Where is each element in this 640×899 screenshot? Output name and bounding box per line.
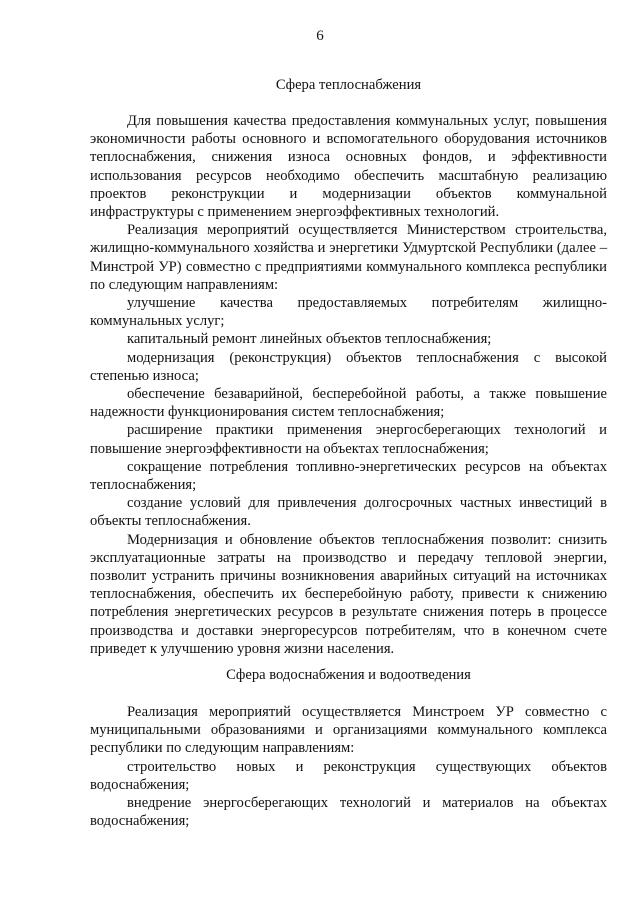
list-item: модернизация (реконструкция) объектов теплоснабжения с высокой степенью износа; [90, 349, 607, 384]
section-body-heat-supply [90, 112, 607, 658]
paragraph: Модернизация и обновление объектов теплоснабжения позволит: снизить эксплуатационные затраты на производство и передачу тепловой энергии, позволит устранить причины возникновения аварийных ситуаций на источниках теплоснабжения, обеспечить их бесперебойную работу, привести к снижению потребления энергетических ресурсов в результате снижения потерь в процессе производства и доставки энергоресурсов потребителям, что в конечном счете приведет к улучшению уровня жизни населения. [90, 531, 607, 657]
list-item: внедрение энергосберегающих технологий и материалов на объектах водоснабжения; [90, 795, 607, 830]
list-item: улучшение качества предоставляемых потребителям жилищно-коммунальных услуг; [90, 295, 607, 330]
section-heading-heat-supply: Сфера теплоснабжения [275, 77, 422, 93]
page-number: 6 [316, 28, 324, 44]
section-heading-water-supply: Сфера водоснабжения и водоотведения [226, 667, 471, 683]
list-item: расширение практики применения энергосберегающих технологий и повышение энергоэффективности на объектах теплоснабжения; [90, 422, 607, 457]
list-item: строительство новых и реконструкция существующих объектов водоснабжения; [90, 758, 607, 793]
list-item: сокращение потребления топливно-энергетических ресурсов на объектах теплоснабжения; [90, 458, 607, 494]
list-item: создание условий для привлечения долгосрочных частных инвестиций в объекты теплоснабжения. [90, 495, 607, 530]
section-body-water-supply [90, 703, 607, 830]
list-item: капитальный ремонт линейных объектов теплоснабжения; [127, 331, 492, 348]
paragraph: Реализация мероприятий осуществляется Министерством строительства, жилищно-коммунального хозяйства и энергетики Удмуртской Республики (далее – Минстрой УР) совместно с предприятиями коммунального комплекса республики по следующим направлениям: [90, 222, 607, 293]
list-item: обеспечение безаварийной, бесперебойной работы, а также повышение надежности функционирования систем теплоснабжения; [90, 386, 607, 421]
paragraph: Реализация мероприятий осуществляется Минстроем УР совместно с муниципальными образованиями и организациями коммунального комплекса республики по следующим направлениям: [90, 704, 607, 757]
paragraph: Для повышения качества предоставления коммунальных услуг, повышения экономичности работы основного и вспомогательного оборудования источников теплоснабжения, снижения износа основных фондов, и эффективности использования ресурсов необходимо обеспечить масштабную реализацию проектов реконструкции и модернизации объектов коммунальной инфраструктуры с применением энергоэффективных технологий. [90, 113, 607, 221]
